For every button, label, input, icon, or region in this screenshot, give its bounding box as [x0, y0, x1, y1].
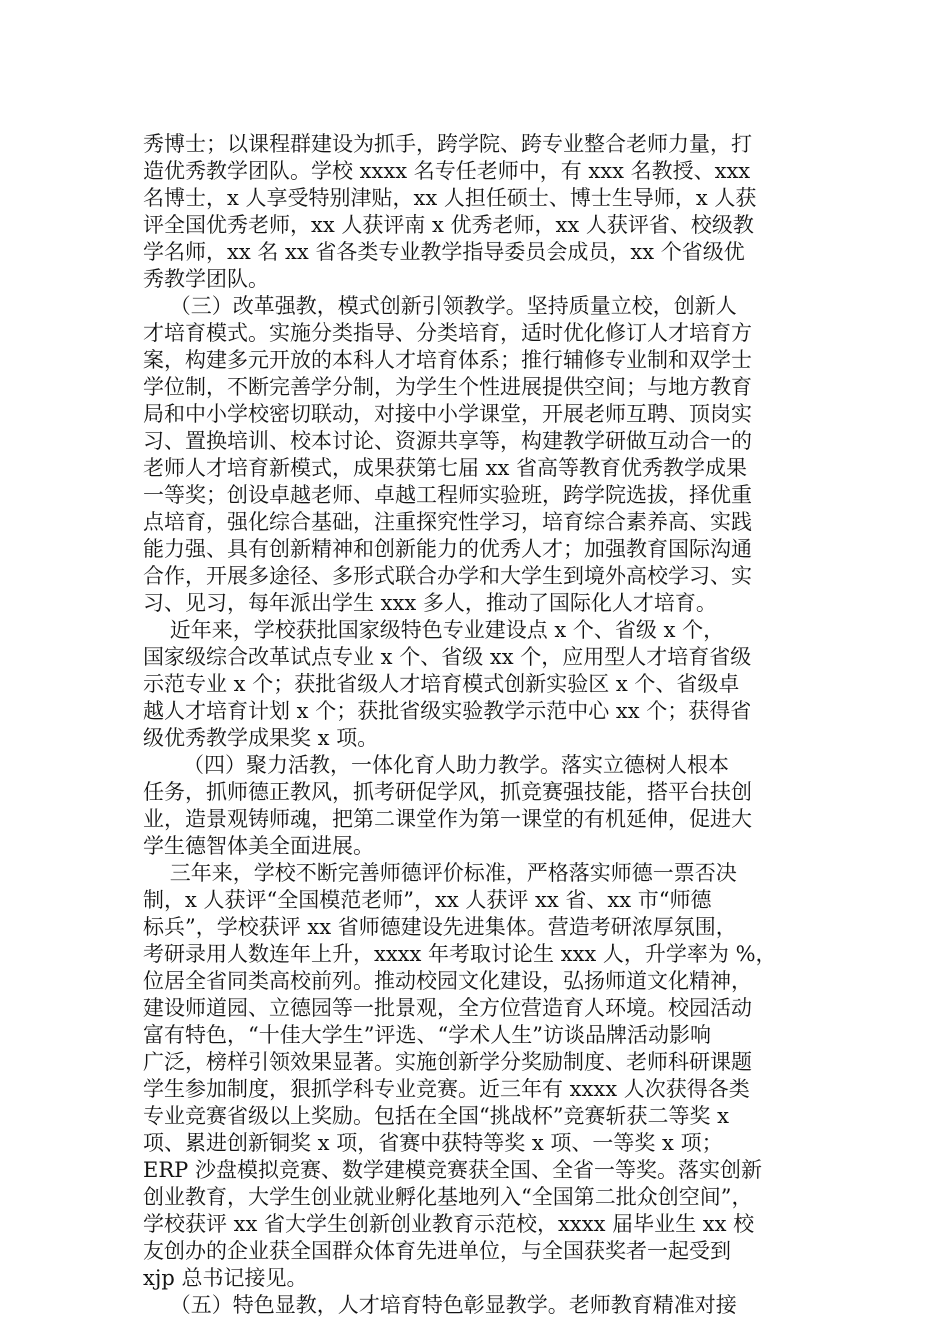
section-heading-4: （四）聚力活教，一体化育人助力教学。落实立德树人根本 [143, 753, 730, 777]
text-line: 案，构建多元开放的本科人才培育体系；推行辅修专业制和双学士 [143, 348, 752, 372]
text-line: 示范专业 x 个；获批省级人才培育模式创新实验区 x 个、省级卓 [143, 672, 740, 696]
text-line: 学位制，不断完善学分制，为学生个性进展提供空间；与地方教育 [143, 375, 752, 399]
text-line: 三年来，学校不断完善师德评价标准，严格落实师德一票否决 [143, 861, 737, 885]
text-line: 国家级综合改革试点专业 x 个、省级 xx 个，应用型人才培育省级 [143, 645, 752, 669]
text-line: 秀教学团队。 [143, 267, 269, 291]
text-line: 建设师道园、立德园等一批景观，全方位营造育人环境。校园活动 [143, 996, 752, 1020]
text-line: 友创办的企业获全国群众体育先进单位，与全国获奖者一起受到 [143, 1239, 731, 1263]
text-line: 才培育模式。实施分类指导、分类培育，适时优化修订人才培育方 [143, 321, 752, 345]
text-line: 考研录用人数连年上升，xxxx 年考取讨论生 xxx 人，升学率为 %， [143, 942, 777, 966]
text-line: 业，造景观铸师魂，把第二课堂作为第一课堂的有机延伸，促进大 [143, 807, 752, 831]
text-line: 一等奖；创设卓越老师、卓越工程师实验班，跨学院选拔，择优重 [143, 483, 752, 507]
text-line: 位居全省同类高校前列。推动校园文化建设，弘扬师道文化精神， [143, 969, 752, 993]
text-line: 近年来，学校获批国家级特色专业建设点 x 个、省级 x 个， [143, 618, 725, 642]
text-line: 级优秀教学成果奖 x 项。 [143, 726, 379, 750]
text-line: 越人才培育计划 x 个；获批省级实验教学示范中心 xx 个；获得省 [143, 699, 752, 723]
text-line: 学名师，xx 名 xx 省各类专业教学指导委员会成员，xx 个省级优 [143, 240, 745, 264]
text-line: 评全国优秀老师，xx 人获评南 x 优秀老师，xx 人获评省、校级教 [143, 213, 754, 237]
text-line: xjp 总书记接见。 [143, 1266, 308, 1290]
text-line: 秀博士；以课程群建设为抓手，跨学院、跨专业整合老师力量，打 [143, 132, 752, 156]
text-line: 富有特色，“十佳大学生”评选、“学术人生”访谈品牌活动影响 [143, 1023, 711, 1047]
text-line: 点培育，强化综合基础，注重探究性学习，培育综合素养高、实践 [143, 510, 752, 534]
text-line: 学生参加制度，狠抓学科专业竞赛。近三年有 xxxx 人次获得各类 [143, 1077, 750, 1101]
text-line: 项、累进创新铜奖 x 项，省赛中获特等奖 x 项、一等奖 x 项； [143, 1131, 723, 1155]
text-line: 老师人才培育新模式，成果获第七届 xx 省高等教育优秀教学成果 [143, 456, 748, 480]
text-line: 合作，开展多途径、多形式联合办学和大学生到境外高校学习、实 [143, 564, 752, 588]
text-line: ERP 沙盘模拟竞赛、数学建模竞赛获全国、全省一等奖。落实创新 [143, 1158, 762, 1182]
section-heading-3: （三）改革强教，模式创新引领教学。坚持质量立校，创新人 [143, 294, 737, 318]
text-line: 广泛，榜样引领效果显著。实施创新学分奖励制度、老师科研课题 [143, 1050, 752, 1074]
text-line: 能力强、具有创新精神和创新能力的优秀人才；加强教育国际沟通 [143, 537, 752, 561]
text-line: 学生德智体美全面进展。 [143, 834, 374, 858]
text-line: 任务，抓师德正教风，抓考研促学风，抓竞赛强技能，搭平台扶创 [143, 780, 752, 804]
text-line: 习、置换培训、校本讨论、资源共享等，构建教学研做互动合一的 [143, 429, 752, 453]
text-line: 创业教育，大学生创业就业孵化基地列入“全国第二批众创空间”， [143, 1185, 753, 1209]
text-line: 标兵”，学校获评 xx 省师德建设先进集体。营造考研浓厚氛围， [143, 915, 737, 939]
text-line: 习、见习，每年派出学生 xxx 多人，推动了国际化人才培育。 [143, 591, 717, 615]
text-line: 造优秀教学团队。学校 xxxx 名专任老师中，有 xxx 名教授、xxx [143, 159, 751, 183]
section-heading-5: （五）特色显教，人才培育特色彰显教学。老师教育精准对接 [143, 1293, 737, 1317]
text-line: 专业竞赛省级以上奖励。包括在全国“挑战杯”竞赛斩获二等奖 x [143, 1104, 729, 1128]
text-line: 局和中小学校密切联动，对接中小学课堂，开展老师互聘、顶岗实 [143, 402, 752, 426]
text-line: 学校获评 xx 省大学生创新创业教育示范校，xxxx 届毕业生 xx 校 [143, 1212, 755, 1236]
text-line: 名博士，x 人享受特别津贴，xx 人担任硕士、博士生导师，x 人获 [143, 186, 757, 210]
text-line: 制，x 人获评“全国模范老师”，xx 人获评 xx 省、xx 市“师德 [143, 888, 712, 912]
